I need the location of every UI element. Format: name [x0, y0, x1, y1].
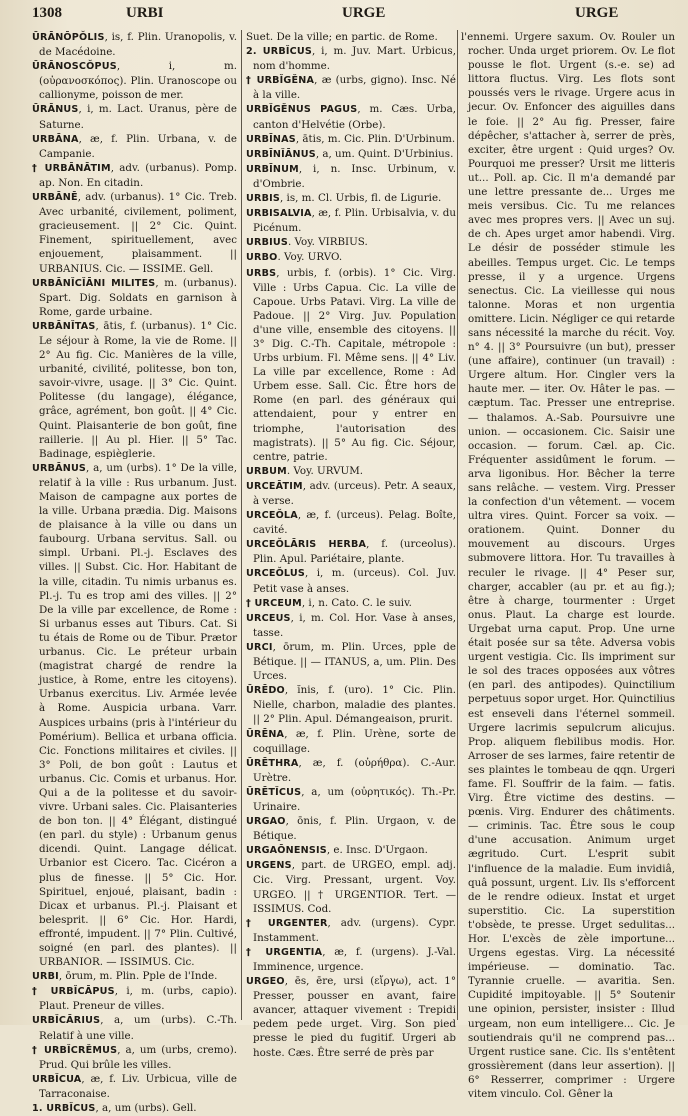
- dictionary-entry: † URBĬGĔNA, æ (urbs, gigno). Insc. Né à la ville.: [246, 74, 456, 102]
- dictionary-entry: † URBĬCRĔMUS, a, um (urbs, cremo). Prud. Qui brûle les villes.: [32, 1043, 238, 1071]
- dictionary-entry: URGEO, ēs, ēre, ursi (εἴργω), act. 1° Presser, pousser en avant, faire avancer, attaquer vivement : Trepidi pedem pede urget. Virg. Son pied presse le pied du fugitif. Urgeri ab hoste. Cæs. Être serré de près par: [246, 975, 456, 1059]
- dictionary-entry: URBĬCUA, æ, f. Liv. Urbicua, ville de Tarraconaise.: [32, 1072, 237, 1100]
- dictionary-entry: † URGENTIA, æ, f. (urgens). J.-Val. Imminence, urgence.: [246, 945, 456, 973]
- text-column-1: [32, 30, 238, 1115]
- page-number: 1308: [32, 5, 62, 21]
- header-guide-word-right: URGE: [575, 5, 619, 21]
- dictionary-entry: Suet. De la ville; en partic. de Rome.: [246, 31, 438, 43]
- dictionary-entry: URCI, ōrum, m. Plin. Urces, pple de Bétique. || — ITANUS, a, um. Plin. Des Urces.: [246, 640, 456, 683]
- dictionary-entry: URCEŎLA, æ, f. (urceus). Pelag. Boîte, cavité.: [246, 509, 456, 537]
- dictionary-entry: † URCEUM, i, n. Cato. C. le suiv.: [246, 596, 412, 609]
- dictionary-entry: URCEŎLĀRIS HERBA, f. (urceolus). Plin. Apul. Pariétaire, plante.: [246, 538, 456, 566]
- dictionary-entry: URCEŎLUS, i, m. (urceus). Col. Juv. Petit vase à anses.: [246, 567, 456, 595]
- dictionary-entry: ŪRĒDO, ĭnis, f. (uro). 1° Cic. Plin. Nielle, charbon, maladie des plantes. || 2° Plin. Apul. Démangeaison, prurit.: [246, 684, 456, 726]
- dictionary-entry: URBO. Voy. URVO.: [246, 251, 343, 264]
- dictionary-entry: ŪRĀNOSCŎPUS, i, m. (οὐρανοσκόπος). Plin. Uranoscope ou callionyme, poisson de mer.: [32, 60, 237, 102]
- text-column-2: [246, 30, 456, 1059]
- page-header: [30, 5, 648, 27]
- dictionary-entry: URBI, ōrum, m. Plin. Pple de l'Inde.: [32, 970, 218, 983]
- dictionary-entry: URCEUS, i, m. Col. Hor. Vase à anses, tasse.: [246, 611, 456, 639]
- text-column-3: [461, 30, 675, 1101]
- dictionary-entry: URBĀNA, æ, f. Plin. Urbana, v. de Campanie.: [32, 132, 237, 160]
- dictionary-entry: ŪRĒTHRA, æ, f. (οὐρήθρα). C.-Aur. Urètre.: [246, 756, 456, 784]
- dictionary-entry: URBĪNAS, ātis, m. Cic. Plin. D'Urbinum.: [246, 132, 456, 145]
- header-guide-word-center: URGE: [342, 5, 386, 21]
- dictionary-entry: 2. URBĬCUS, i, m. Juv. Mart. Urbicus, nom d'homme.: [246, 45, 456, 73]
- dictionary-entry: URGAŌNENSIS, e. Insc. D'Urgaon.: [246, 844, 428, 857]
- dictionary-entry: URBIUS. Voy. VIRBIUS.: [246, 236, 368, 249]
- dictionary-entry: URBISALVIA, æ, f. Plin. Urbisalvia, v. du Picénum.: [246, 207, 456, 235]
- dictionary-entry: URBĀNUS, a, um (urbs). 1° De la ville, relatif à la ville : Rus urbanum. Just. Maison de campagne aux portes de la ville. Urbana prædia. Dig. Maisons de plaisance à la ville ou dans un faubourg. Urbana servitus. Sall. ou simpl. Urbani. Pl.-j. Esclaves des villes. || Subst. Cic. Hor. Habitant de la ville, citadin. Tu nimis urbanus es. Pl.-j. Tu es trop ami des villes. || 2° De la ville par excellence, de Rome : Si urbanus esses aut Tiburs. Cat. Si tu étais de Rome ou de Tibur. Prætor urbanus. Cic. Le préteur urbain (magistrat chargé de rendre la justice, à Rome, entre les citoyens). Urbanus exercitus. Liv. Armée levée à Rome. Auspicia urbana. Varr. Auspices urbains (pris à l'intérieur du Pomérium). Bellica et urbana officia. Cic. Fonctions militaires et civiles. || 3° Poli, de bon goût : Lautus et urbanus. Cic. Comis et urbanus. Hor. Qui a de la politesse et du savoir-vivre. Urbani sales. Cic. Plaisanteries de bon ton. || 4° Élégant, distingué (en parl. du style) : Urbanum genus dicendi. Quint. Langage délicat. Urbanior est Cicero. Tac. Cicéron a plus de finesse. || 5° Cic. Hor. Spirituel, enjoué, plaisant, badin : Dicax et urbanus. Pl.-j. Plaisant et belesprit. || 6° Cic. Hor. Hardi, effronté, impudent. || 7° Plin. Cultivé, soigné (en parl. des plantes). || URBANIOR. — ISSIMUS. Cic.: [32, 461, 237, 969]
- dictionary-entry: ŪRĒTĬCUS, a, um (οὐρητικός). Th.-Pr. Urinaire.: [246, 785, 456, 813]
- dictionary-entry: ŪRĀNŌPŎLIS, is, f. Plin. Uranopolis, v. de Macédoine.: [32, 31, 237, 59]
- dictionary-entry: URCEĀTIM, adv. (urceus). Petr. A seaux, à verse.: [246, 479, 456, 507]
- dictionary-entry: † URGENTER, adv. (urgens). Cypr. Instamment.: [246, 916, 456, 944]
- dictionary-entry: † URBĀNĀTIM, adv. (urbanus). Pomp. ap. Non. En citadin.: [32, 161, 237, 189]
- dictionary-entry: URBĬCĀRIUS, a, um (urbs). C.-Th. Relatif à une ville.: [32, 1014, 237, 1042]
- header-guide-word-left: URBI: [126, 5, 164, 21]
- dictionary-entry: URBĪNĬĀNUS, a, um. Quint. D'Urbinius.: [246, 147, 454, 160]
- dictionary-entry: URBĬGĔNUS PAGUS, m. Cæs. Urba, canton d'Helvétie (Orbe).: [246, 103, 456, 131]
- dictionary-entry: URBĀNĒ, adv. (urbanus). 1° Cic. Treb. Avec urbanité, civilement, poliment, gracieusement. || 2° Cic. Quint. Finement, spirituellement, avec enjouement, plaisamment. || URBANIUS. Cic. — ISSIME. Gell.: [32, 191, 237, 275]
- dictionary-entry: URBIS, is, m. Cl. Urbis, fl. de Ligurie.: [246, 192, 442, 205]
- dictionary-entry: URBĀNĬCĬĀNI MILITES, m. (urbanus). Spart. Dig. Soldats en garnison à Rome, garde urbaine.: [32, 276, 237, 318]
- dictionary-entry: l'ennemi. Urgere saxum. Ov. Rouler un rocher. Unda urget priorem. Ov. Le flot pousse le flot. Urgent (s.-e. se) ad littora fluctus. Virg. Les flots sont poussés vers le rivage. Urgere acus in jecur. Ov. Enfoncer des aiguilles dans le foie. || 2° Au fig. Presser, faire dépêcher, s'attacher à, serrer de près, exciter, être urgent : Quid urges? Ov. Pourquoi me presser? Ursit me litteris ut... Poll. ap. Cic. Il m'a demandé par une lettre pressante de... Urges me meis versibus. Cic. Tu me relances avec mes propres vers. || Avec un suj. de ch. Apes urget amor habendi. Virg. Le désir de posséder stimule les abeilles. Tempus urget. Cic. Le temps presse, il y a urgence. Urgens senectus. Cic. La vieillesse qui nous talonne. Moras et non urgentia omittere. Licin. Négliger ce qui retarde sans nécessité la marche du récit. Voy. n° 4. || 3° Poursuivre (un but), presser (une affaire), continuer (un travail) : Urgere altum. Hor. Cingler vers la haute mer. — iter. Ov. Hâter le pas. — cæptum. Tac. Presser une entreprise. — thalamos. A.-Sab. Poursuivre une union. — occasionem. Cic. Saisir une occasion. — forum. Cæl. ap. Cic. Fréquenter assidûment le forum. — arva ligonibus. Hor. Bêcher la terre sans relâche. — vestem. Virg. Presser la confection d'un vêtement. — vocem ultra vires. Quint. Forcer sa voix. — orationem. Quint. Donner du mouvement au discours. Urges submovere littora. Hor. Tu travailles à reculer le rivage. || 4° Peser sur, charger, accabler (au pr. et au fig.); être à charge, tourmenter : Urget onus. Plaut. La charge est lourde. Urgebat urna caput. Prop. Une urne était posée sur sa tête. Adversa vobis urgent vestigia. Cic. Ils impriment sur le sol des traces opposées aux vôtres (en parl. des antipodes). Quinctilium perpetuus sopor urget. Hor. Quinctilius est enseveli dans l'éternel sommeil. Urgere lacrimis sepulcrum alicujus. Prop. aliquem flebilibus modis. Hor. Arroser de ses larmes, faire retentir de ses plaintes le tombeau de qqn. Urgeri fame. Fl. Souffrir de la faim. — fatis. Virg. Être victime des destins. — pœnis. Virg. Endurer des châtiments. — criminis. Tac. Être sous le coup d'une accusation. Animum urget ægritudo. Curt. L'esprit subit l'influence de la maladie. Eum invidiâ, quâ possunt, urgent. Liv. Ils s'efforcent de le rendre odieux. Instat et urget superstitio. Cic. La superstition t'obsède, te presse. Urget sedulitas... Hor. L'excès de zèle importune... Urgens egestas. Virg. La nécessité impérieuse. — dominatio. Tac. Tyrannie cruelle. — avaritia. Sen. Cupidité impitoyable. || 5° Soutenir une opinion, persister, insister : Illud urgeam, non eum intelligere... Cic. Je soutiendrais qu'il ne comprend pas... Urgent rustice sane. Cic. Ils s'entêtent grossièrement (dans leur assertion). || 6° Resserrer, comprimer : Urgere vitem vinculo. Col. Gêner la: [461, 31, 675, 1101]
- dictionary-entry: URBĀNĬTAS, ātis, f. (urbanus). 1° Cic. Le séjour à Rome, la vie de Rome. || 2° Au fig. Cic. Manières de la ville, urbanité, civilité, politesse, bon ton, savoir-vivre, usage. || 3° Cic. Quint. Politesse (du langage), élégance, grâce, agrément, bon goût. || 4° Cic. Quint. Plaisanterie de bon goût, fine raillerie. || Au pl. Hier. || 5° Tac. Badinage, espièglerie.: [32, 319, 237, 460]
- dictionary-entry: ŪRĀNUS, i, m. Lact. Uranus, père de Saturne.: [32, 103, 237, 131]
- dictionary-entry: URGAO, ōnis, f. Plin. Urgaon, v. de Bétique.: [246, 815, 456, 843]
- dictionary-entry: 1. URBĬCUS, a, um (urbs). Gell.: [32, 1102, 197, 1115]
- column-divider: [241, 30, 242, 1020]
- dictionary-entry: URBS, urbis, f. (orbis). 1° Cic. Virg. Ville : Urbs Capua. Cic. La ville de Capoue. Urbs Patavi. Virg. La ville de Padoue. || 2° Virg. Juv. Population d'une ville, ensemble des citoyens. || 3° Dig. C.-Th. Capitale, métropole : Urbs urbium. Fl. Même sens. || 4° Liv. La ville par excellence, Rome : Ad Urbem esse. Sall. Cic. Être hors de Rome (en parl. des généraux qui attendaient, pour y entrer en triomphe, l'autorisation des magistrats). || 5° Au fig. Cic. Séjour, centre, patrie.: [246, 266, 456, 463]
- dictionary-entry: † URBĬCĀPUS, i, m. (urbs, capio). Plaut. Preneur de villes.: [32, 985, 238, 1013]
- dictionary-entry: URBUM. Voy. URVUM.: [246, 464, 364, 477]
- dictionary-entry: ŪRĒNA, æ, f. Plin. Urène, sorte de coquillage.: [246, 727, 456, 755]
- dictionary-entry: URBĪNUM, i, n. Insc. Urbinum, v. d'Ombrie.: [246, 162, 456, 190]
- dictionary-entry: URGENS, part. de URGEO, empl. adj. Cic. Virg. Pressant, urgent. Voy. URGEO. || † URGENTIOR. Tert. — ISSIMUS. Cod.: [246, 859, 456, 915]
- column-divider: [457, 30, 458, 1020]
